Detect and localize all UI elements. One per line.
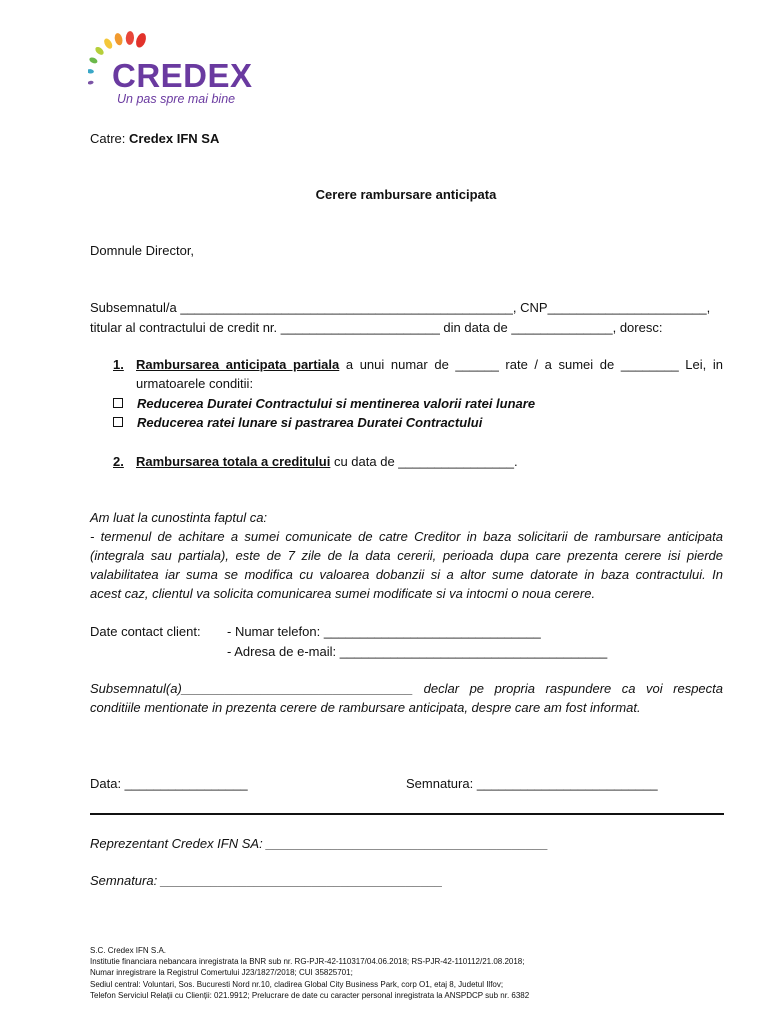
logo-petal xyxy=(94,45,105,56)
logo-petal xyxy=(88,56,98,64)
logo-petal xyxy=(102,37,113,50)
logo-petal xyxy=(134,32,148,49)
intro-line-1: Subsemnatul/a ______________________________________________, CNP______________________, xyxy=(90,300,711,315)
notice-line-1: - termenul de achitare a sumei comunicate de catre Creditor in baza solicitarii de rambursare anticipata xyxy=(90,529,723,544)
intro-line-2: titular al contractului de credit nr. ______________________ din data de ______________, doresc: xyxy=(90,320,663,335)
declaration-end: declar pe propria raspundere ca voi respecta xyxy=(423,681,723,696)
declaration-start: Subsemnatul(a)________________________________ xyxy=(90,681,414,696)
footer-line: Institutie financiara nebancara inregistrata la BNR sub nr. RG-PJR-42-110317/04.06.2018; RS-PJR-42-110112/21.08.2018; xyxy=(90,957,525,967)
recipient-name: Credex IFN SA xyxy=(129,131,220,146)
declaration-line-2: conditiile mentionate in prezenta cerere de rambursare anticipata, despre care am fost informat. xyxy=(90,700,641,715)
option-2-line xyxy=(136,454,518,469)
date-field: Data: _________________ xyxy=(90,776,248,791)
credex-logo-tagline: Un pas spre mai bine xyxy=(117,92,236,106)
footer-line: Telefon Serviciul Relații cu Clienții: 021.9912; Prelucrare de date cu caracter personal inregistrata la ANSPDCP sub nr. 6382 xyxy=(90,990,530,1000)
logo-petal xyxy=(113,32,123,46)
notice-line-3: valabilitatea iar suma se modifica cu valoarea dobanzii si a altor sume datorate in baza contractului. In xyxy=(90,567,723,582)
footer-line: Numar inregistrare la Registrul Comertului J23/1827/2018; CUI 35825701; xyxy=(90,968,353,978)
option-2-text: cu data de ________________. xyxy=(330,454,518,469)
recipient-line xyxy=(90,131,219,146)
option-2-heading: Rambursarea totala a creditului xyxy=(136,454,331,469)
logo-petal xyxy=(125,31,134,45)
client-signature-field: Semnatura: _________________________ xyxy=(406,776,658,791)
checkbox-icon[interactable] xyxy=(113,398,123,408)
credex-logo-wordmark: CREDEX xyxy=(112,57,253,94)
option-1-choice-1[interactable] xyxy=(113,396,535,411)
representative-field: Reprezentant Credex IFN SA: _______________________________________ xyxy=(90,836,549,851)
notice-line-2: (integrala sau partiala), este de 7 zile de la data cererii, perioada dupa care prezenta cerere isi pierde xyxy=(90,548,723,563)
divider-line xyxy=(90,813,724,815)
document-title: Cerere rambursare anticipata xyxy=(315,187,497,202)
contact-email: - Adresa de e-mail: _____________________________________ xyxy=(227,644,608,659)
declaration-line-1 xyxy=(90,681,723,696)
option-1-heading: Rambursarea anticipata partiala xyxy=(136,357,340,372)
option-2-number: 2. xyxy=(113,454,124,469)
recipient-label: Catre: xyxy=(90,131,126,146)
checkbox-icon[interactable] xyxy=(113,417,123,427)
option-1-line xyxy=(136,357,723,372)
option-1-choice-2-label: Reducerea ratei lunare si pastrarea Duratei Contractului xyxy=(137,415,483,430)
salutation: Domnule Director, xyxy=(90,243,195,258)
option-1-choice-2[interactable] xyxy=(113,415,482,430)
footer xyxy=(90,945,529,1001)
notice-heading: Am luat la cunostinta faptul ca: xyxy=(90,510,268,525)
option-1-choice-1-label: Reducerea Duratei Contractului si mentinerea valorii ratei lunare xyxy=(137,396,536,411)
footer-line: Sediul central: Voluntari, Sos. Bucuresti Nord nr.10, cladirea Global City Business Park, corp O1, etaj 8, Judetul Ilfov; xyxy=(90,979,504,989)
footer-line: S.C. Credex IFN S.A. xyxy=(90,946,167,955)
contact-phone: - Numar telefon: ______________________________ xyxy=(227,624,541,639)
option-1-text: a unui numar de ______ rate / a sumei de ________ Lei, in xyxy=(339,357,723,372)
notice-line-4: acest caz, clientul va solicita comunicarea sumei modificate si va intocmi o noua cerere. xyxy=(90,586,596,601)
representative-signature-field: Semnatura: _______________________________________ xyxy=(90,873,443,888)
contact-label: Date contact client: xyxy=(90,624,201,639)
option-1-number: 1. xyxy=(113,357,124,372)
logo-petal xyxy=(88,80,94,85)
logo-petal xyxy=(88,69,94,74)
option-1-text-2: urmatoarele conditii: xyxy=(136,376,254,391)
